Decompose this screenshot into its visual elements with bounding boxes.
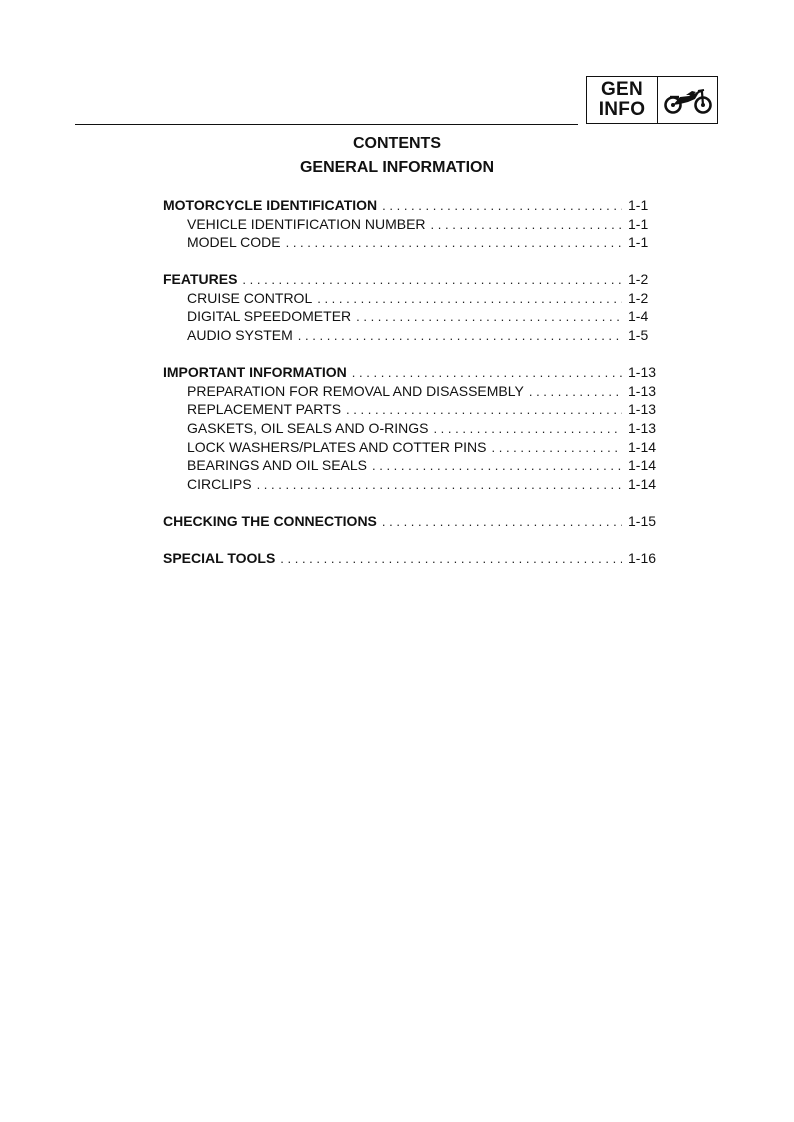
toc-subentry-title: GASKETS, OIL SEALS AND O-RINGS	[187, 419, 429, 436]
toc-entry-page: 1-15	[628, 512, 657, 529]
toc-subentry[interactable]	[163, 400, 657, 419]
motorcycle-icon	[658, 77, 717, 123]
toc-subentry[interactable]	[163, 382, 657, 401]
toc-subentry-title: LOCK WASHERS/PLATES AND COTTER PINS	[187, 438, 487, 455]
toc-subentry-page: 1-1	[628, 234, 649, 251]
toc-section	[163, 270, 657, 344]
toc-subentry-page: 1-1	[628, 215, 649, 232]
toc-entry-title: SPECIAL TOOLS	[163, 549, 276, 566]
toc-subentry[interactable]	[163, 456, 657, 475]
toc-entry-page: 1-16	[628, 549, 657, 566]
toc-entry[interactable]	[163, 512, 657, 531]
toc-subentry-page: 1-4	[628, 308, 649, 325]
toc-subentry[interactable]	[163, 326, 657, 345]
dot-leader	[382, 197, 622, 216]
page-subtitle: GENERAL INFORMATION	[299, 159, 495, 176]
dot-leader	[382, 513, 622, 532]
toc-entry-title: MOTORCYCLE IDENTIFICATION	[163, 197, 378, 213]
toc-subentry[interactable]	[163, 215, 657, 234]
toc-subentry[interactable]	[163, 289, 657, 308]
toc-subentry-page: 1-14	[628, 438, 657, 455]
toc-subentry-page: 1-14	[628, 457, 657, 474]
toc-section	[163, 549, 657, 568]
dot-leader	[356, 308, 622, 327]
dot-leader	[257, 476, 622, 495]
toc-subentry-title: CIRCLIPS	[187, 475, 252, 492]
dot-leader	[286, 234, 622, 253]
dot-leader	[433, 420, 622, 439]
page-title: CONTENTS	[353, 135, 441, 152]
dot-leader	[280, 550, 622, 569]
toc-subentry-title: MODEL CODE	[187, 234, 281, 251]
toc-subentry[interactable]	[163, 438, 657, 457]
dot-leader	[529, 383, 622, 402]
toc-subentry-title: VEHICLE IDENTIFICATION NUMBER	[187, 215, 426, 232]
toc-subentry[interactable]	[163, 475, 657, 494]
dot-leader	[317, 290, 622, 309]
toc-subentry[interactable]	[163, 233, 657, 252]
toc-entry-title: CHECKING THE CONNECTIONS	[163, 512, 377, 529]
toc-entry[interactable]	[163, 363, 657, 382]
dot-leader	[298, 327, 622, 346]
toc-entry[interactable]	[163, 196, 657, 215]
toc-subentry-title: CRUISE CONTROL	[187, 289, 313, 306]
toc-subentry-title: REPLACEMENT PARTS	[187, 401, 342, 418]
dot-leader	[242, 271, 622, 290]
toc-entry[interactable]	[163, 270, 657, 289]
toc-subentry-title: AUDIO SYSTEM	[187, 327, 293, 344]
toc-subentry-page: 1-2	[628, 289, 649, 306]
toc-entry-title: FEATURES	[163, 271, 238, 288]
toc-subentry[interactable]	[163, 307, 657, 326]
toc-entry-page: 1-2	[628, 271, 649, 288]
toc-subentry-page: 1-13	[628, 419, 657, 436]
section-tab-line1: GEN	[600, 79, 644, 100]
table-of-contents	[163, 196, 657, 586]
header-rule	[75, 124, 578, 125]
dot-leader	[346, 401, 622, 420]
section-tab-label	[587, 77, 658, 123]
toc-subentry-page: 1-14	[628, 475, 657, 492]
dot-leader	[492, 439, 622, 458]
toc-section	[163, 196, 657, 252]
toc-entry-title: IMPORTANT INFORMATION	[163, 364, 347, 381]
section-tab	[586, 76, 718, 124]
toc-section	[163, 363, 657, 493]
section-tab-line2: INFO	[598, 99, 646, 120]
toc-subentry-page: 1-5	[628, 327, 649, 344]
toc-entry-page: 1-1	[628, 197, 649, 213]
toc-subentry-title: PREPARATION FOR REMOVAL AND DISASSEMBLY	[187, 382, 524, 399]
toc-section	[163, 512, 657, 531]
toc-subentry-page: 1-13	[628, 382, 657, 399]
dot-leader	[431, 216, 622, 235]
toc-entry-page: 1-13	[628, 364, 657, 381]
toc-subentry-page: 1-13	[628, 401, 657, 418]
toc-subentry-title: DIGITAL SPEEDOMETER	[187, 308, 352, 325]
dot-leader	[352, 364, 622, 383]
toc-subentry-title: BEARINGS AND OIL SEALS	[187, 457, 367, 474]
dot-leader	[372, 457, 622, 476]
toc-entry[interactable]	[163, 549, 657, 568]
toc-subentry[interactable]	[163, 419, 657, 438]
